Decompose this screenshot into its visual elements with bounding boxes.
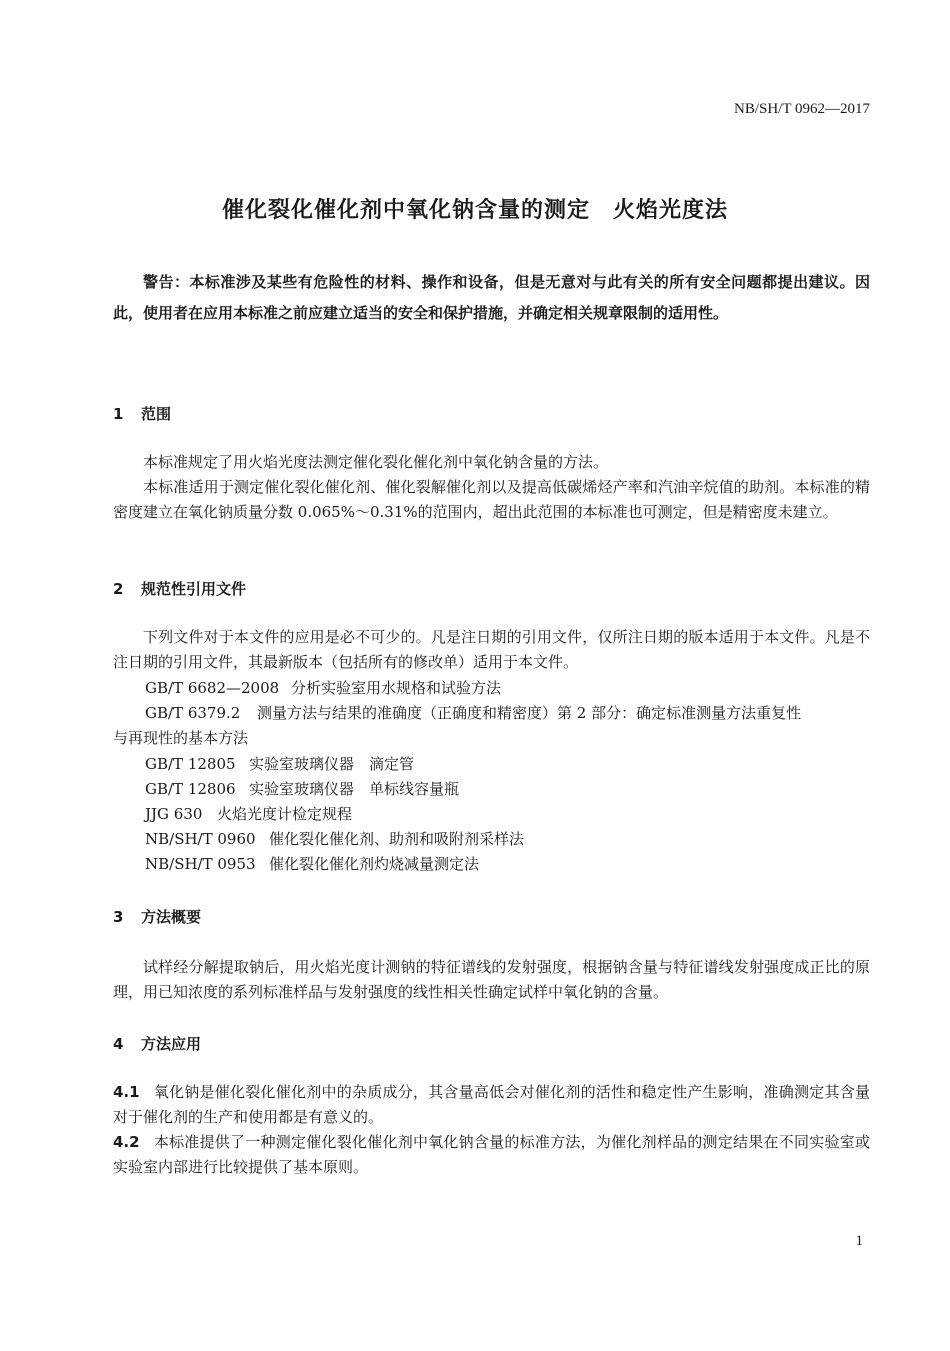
paragraph: 本标准规定了用火焰光度法测定催化裂化催化剂中氧化钠含量的方法。 (143, 453, 609, 471)
section-number: 1 (113, 405, 124, 423)
clause-number: 4.1 (113, 1083, 140, 1101)
reference-item (145, 702, 801, 723)
reference-item (145, 803, 352, 824)
clause-text: 氧化钠是催化裂化催化剂中的杂质成分，其含量高低会对催化剂的活性和稳定性产生影响，准确测定其含量对于催化剂的生产和使用都是有意义的。 (113, 1083, 870, 1126)
section-number: 3 (113, 908, 124, 926)
reference-item (145, 853, 479, 874)
document-title: 催化裂化催化剂中氧化钠含量的测定 火焰光度法 (221, 198, 728, 223)
standard-code: NB/SH/T 0962—2017 (734, 101, 870, 117)
section-heading-1 (113, 403, 171, 424)
section-number: 4 (113, 1035, 124, 1053)
reference-item (145, 778, 459, 799)
section-heading-2 (113, 578, 246, 599)
reference-name: 火焰光度计检定规程 (217, 805, 353, 823)
reference-code: NB/SH/T 0960 (145, 830, 256, 848)
reference-item (145, 677, 501, 698)
reference-code: NB/SH/T 0953 (145, 855, 256, 873)
reference-item (145, 753, 414, 774)
reference-code: GB/T 12805 (145, 755, 236, 773)
paragraph: 本标准适用于测定催化裂化催化剂、催化裂解催化剂以及提高低碳烯烃产率和汽油辛烷值的助剂。本标准的精密度建立在氧化钠质量分数 0.065%～0.31%的范围内，超出此范围的本标准也可测定，但是精密度未建立。 (113, 478, 870, 521)
section-number: 2 (113, 580, 124, 598)
reference-code: JJG 630 (145, 805, 203, 823)
reference-name: 催化裂化催化剂灼烧减量测定法 (269, 855, 480, 873)
clause-4-2 (113, 1130, 870, 1180)
warning-paragraph: 警告：本标准涉及某些有危险性的材料、操作和设备，但是无意对与此有关的所有安全问题都提出建议。因此，使用者在应用本标准之前应建立适当的安全和保护措施，并确定相关规章限制的适用性。 (113, 273, 870, 322)
section-title: 方法概要 (141, 908, 202, 926)
section-title: 方法应用 (141, 1035, 202, 1053)
section-title: 规范性引用文件 (141, 580, 247, 598)
paragraph: 试样经分解提取钠后，用火焰光度计测钠的特征谱线的发射强度，根据钠含量与特征谱线发射强度成正比的原理，用已知浓度的系列标准样品与发射强度的线性相关性确定试样中氧化钠的含量。 (113, 958, 870, 1001)
reference-name: 催化裂化催化剂、助剂和吸附剂采样法 (269, 830, 525, 848)
reference-name: 分析实验室用水规格和试验方法 (291, 679, 502, 697)
reference-name: 实验室玻璃仪器 滴定管 (249, 755, 415, 773)
page-number: 1 (855, 1233, 863, 1249)
reference-code: GB/T 6682—2008 (145, 679, 280, 697)
section-heading-3 (113, 906, 201, 927)
reference-name: 测量方法与结果的准确度（正确度和精密度）第 2 部分：确定标准测量方法重复性 (257, 704, 802, 722)
reference-item (145, 828, 524, 849)
clause-number: 4.2 (113, 1133, 140, 1151)
reference-name: 实验室玻璃仪器 单标线容量瓶 (249, 780, 460, 798)
paragraph: 下列文件对于本文件的应用是必不可少的。凡是注日期的引用文件，仅所注日期的版本适用于本文件。凡是不注日期的引用文件，其最新版本（包括所有的修改单）适用于本文件。 (113, 628, 870, 671)
clause-text: 本标准提供了一种测定催化裂化催化剂中氧化钠含量的标准方法，为催化剂样品的测定结果在不同实验室或实验室内部进行比较提供了基本原则。 (113, 1133, 870, 1176)
reference-code: GB/T 6379.2 (145, 704, 241, 722)
reference-code: GB/T 12806 (145, 780, 236, 798)
section-title: 范围 (141, 405, 172, 423)
section-heading-4 (113, 1033, 201, 1054)
reference-continuation: 与再现性的基本方法 (113, 729, 249, 747)
clause-4-1 (113, 1080, 870, 1130)
